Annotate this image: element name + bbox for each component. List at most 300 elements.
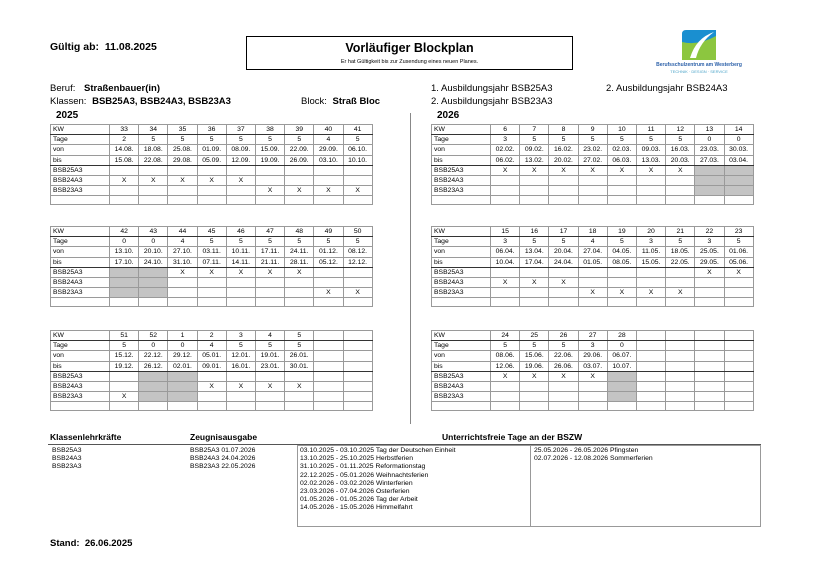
- calendar-cell: 08.09.: [226, 145, 255, 155]
- schedule-cell: [491, 186, 520, 196]
- spacer-cell: [724, 298, 753, 307]
- row-label: KW: [51, 227, 110, 237]
- schedule-cell: [607, 267, 636, 277]
- ausbildungsjahr-1: 1. Ausbildungsjahr BSB25A3: [431, 83, 553, 94]
- spacer-cell: [255, 196, 284, 205]
- calendar-cell: 5: [520, 341, 549, 351]
- row-label: bis: [51, 155, 110, 165]
- calendar-cell: 27.02.: [578, 155, 607, 165]
- klassen-line: [50, 96, 231, 107]
- row-label: BSB24A3: [432, 277, 491, 287]
- row-label: KW: [432, 227, 491, 237]
- calendar-cell: 09.02.: [520, 145, 549, 155]
- calendar-cell: 1: [168, 331, 197, 341]
- schedule-cell: X: [520, 165, 549, 175]
- schedule-cell: [724, 381, 753, 391]
- calendar-cell: 27: [578, 331, 607, 341]
- spacer-cell: [343, 196, 372, 205]
- schedule-cell: [226, 186, 255, 196]
- calendar-cell: 46: [226, 227, 255, 237]
- row-label: Tage: [432, 341, 491, 351]
- schedule-cell: [724, 392, 753, 402]
- calendar-cell: 14: [724, 125, 753, 135]
- row-label: von: [432, 145, 491, 155]
- row-label: von: [51, 145, 110, 155]
- calendar-cell: 05.12.: [314, 257, 343, 267]
- schedule-cell: X: [578, 288, 607, 298]
- school-logo: [640, 28, 758, 76]
- calendar-cell: 30.03.: [724, 145, 753, 155]
- schedule-cell: X: [636, 288, 665, 298]
- calendar-cell: 21: [666, 227, 695, 237]
- calendar-cell: 19: [607, 227, 636, 237]
- ferien-item: 03.10.2025 - 03.10.2025 Tag der Deutschen Einheit: [300, 447, 456, 454]
- row-label: BSB24A3: [432, 175, 491, 185]
- schedule-cell: [491, 288, 520, 298]
- calendar-cell: 15: [491, 227, 520, 237]
- row-label: KW: [51, 125, 110, 135]
- ferien-list-left: [300, 447, 456, 513]
- schedule-cell: [197, 277, 226, 287]
- schedule-cell: [285, 165, 314, 175]
- schedule-cell: [549, 392, 578, 402]
- spacer-cell: [197, 298, 226, 307]
- spacer-cell: [285, 298, 314, 307]
- calendar-cell: 5: [285, 237, 314, 247]
- schedule-cell: X: [255, 267, 284, 277]
- class-row-bsb25a3: [432, 267, 754, 277]
- ferien-item: 25.05.2026 - 26.05.2026 Pfingsten: [534, 447, 639, 454]
- ferien-item: 01.05.2026 - 01.05.2026 Tag der Arbeit: [300, 496, 418, 504]
- tage-row: [51, 135, 373, 145]
- schedule-cell: X: [636, 165, 665, 175]
- calendar-cell: [724, 351, 753, 361]
- calendar-cell: 41: [343, 125, 372, 135]
- calendar-cell: 5: [285, 331, 314, 341]
- schedule-cell: X: [285, 186, 314, 196]
- spacer-cell: [51, 402, 110, 411]
- row-label: BSB23A3: [51, 392, 110, 402]
- calendar-cell: 01.09.: [197, 145, 226, 155]
- calendar-cell: 10.11.: [226, 247, 255, 257]
- row-label: BSB24A3: [51, 277, 110, 287]
- calendar-cell: 5: [226, 135, 255, 145]
- calendar-cell: 16.02.: [549, 145, 578, 155]
- tage-row: [432, 237, 754, 247]
- schedule-cell: [285, 371, 314, 381]
- calendar-cell: 0: [168, 341, 197, 351]
- blockplan-table-kw42-50: [50, 226, 373, 307]
- klassenlehrer-list: [52, 447, 81, 472]
- schedule-cell: [724, 175, 753, 185]
- calendar-cell: 06.10.: [343, 145, 372, 155]
- schedule-cell: X: [314, 186, 343, 196]
- calendar-cell: 28: [607, 331, 636, 341]
- calendar-cell: 4: [255, 331, 284, 341]
- class-row-bsb24a3: [51, 277, 373, 287]
- calendar-cell: 19.01.: [255, 351, 284, 361]
- calendar-cell: 7: [520, 125, 549, 135]
- row-label: bis: [432, 361, 491, 371]
- logo-name: Berufsschulzentrum am Westerberg: [656, 62, 742, 68]
- calendar-cell: 40: [314, 125, 343, 135]
- schedule-cell: [666, 267, 695, 277]
- page-title: Vorläufiger Blockplan: [345, 41, 474, 55]
- calendar-cell: 2: [197, 331, 226, 341]
- schedule-cell: [549, 381, 578, 391]
- calendar-cell: [666, 341, 695, 351]
- calendar-cell: 52: [139, 331, 168, 341]
- class-row-bsb24a3: [432, 277, 754, 287]
- schedule-cell: [314, 165, 343, 175]
- von-row: [432, 145, 754, 155]
- schedule-cell: [110, 186, 139, 196]
- page-subtitle: Er hat Gültigkeit bis zur Zusendung eines neuen Planes.: [340, 59, 479, 65]
- spacer-cell: [636, 298, 665, 307]
- von-row: [51, 247, 373, 257]
- calendar-cell: 5: [110, 341, 139, 351]
- calendar-cell: 22.08.: [139, 155, 168, 165]
- ferien-item: 02.02.2026 - 03.02.2026 Winterferien: [300, 479, 413, 487]
- calendar-cell: 22: [695, 227, 724, 237]
- schedule-cell: X: [666, 165, 695, 175]
- schedule-cell: [314, 392, 343, 402]
- schedule-cell: [255, 288, 284, 298]
- calendar-cell: [724, 361, 753, 371]
- logo-tagline: TECHNIK · DESIGN · SERVICE: [670, 69, 728, 74]
- schedule-cell: [110, 381, 139, 391]
- schedule-cell: [724, 186, 753, 196]
- von-row: [51, 351, 373, 361]
- calendar-cell: 28.11.: [285, 257, 314, 267]
- calendar-cell: 5: [168, 135, 197, 145]
- calendar-cell: [695, 331, 724, 341]
- spacer-cell: [226, 402, 255, 411]
- calendar-cell: 25.05.: [695, 247, 724, 257]
- row-label: BSB25A3: [51, 267, 110, 277]
- schedule-cell: [285, 277, 314, 287]
- calendar-cell: 5: [607, 135, 636, 145]
- schedule-cell: [491, 392, 520, 402]
- row-label: BSB23A3: [51, 186, 110, 196]
- spacer-cell: [520, 196, 549, 205]
- calendar-cell: 09.01.: [197, 361, 226, 371]
- calendar-cell: 08.06.: [491, 351, 520, 361]
- schedule-cell: [110, 267, 139, 277]
- schedule-cell: [695, 288, 724, 298]
- schedule-cell: X: [491, 165, 520, 175]
- class-row-bsb25a3: [51, 165, 373, 175]
- spacer-cell: [110, 196, 139, 205]
- ferien-column-divider: [530, 446, 531, 526]
- schedule-cell: [549, 288, 578, 298]
- ferien-box: [297, 445, 761, 527]
- row-label: BSB25A3: [432, 165, 491, 175]
- schedule-cell: X: [110, 392, 139, 402]
- calendar-cell: 12: [666, 125, 695, 135]
- calendar-cell: 29.06.: [578, 351, 607, 361]
- calendar-cell: 03.04.: [724, 155, 753, 165]
- calendar-cell: 51: [110, 331, 139, 341]
- ausbildungsjahr-3: 2. Ausbildungsjahr BSB23A3: [431, 96, 553, 107]
- schedule-cell: [724, 165, 753, 175]
- schedule-cell: [520, 392, 549, 402]
- schedule-cell: X: [314, 288, 343, 298]
- calendar-cell: 22.09.: [285, 145, 314, 155]
- schedule-cell: X: [139, 175, 168, 185]
- class-row-bsb23a3: [432, 186, 754, 196]
- blockplan-table-kw6-14: [431, 124, 754, 205]
- schedule-cell: [139, 288, 168, 298]
- valid-from-label: Gültig ab:: [50, 41, 99, 53]
- calendar-cell: 17.04.: [520, 257, 549, 267]
- schedule-cell: [168, 381, 197, 391]
- schedule-cell: [314, 277, 343, 287]
- class-row-bsb23a3: [432, 288, 754, 298]
- schedule-cell: X: [520, 371, 549, 381]
- von-row: [432, 351, 754, 361]
- stand-line: [50, 538, 132, 549]
- calendar-cell: 5: [255, 135, 284, 145]
- calendar-cell: [314, 341, 343, 351]
- calendar-cell: 22.05.: [666, 257, 695, 267]
- calendar-cell: 5: [724, 237, 753, 247]
- year-2026: 2026: [437, 110, 460, 121]
- calendar-cell: 16.01.: [226, 361, 255, 371]
- calendar-cell: 31.10.: [168, 257, 197, 267]
- block-value: Straß Bloc: [332, 96, 381, 107]
- schedule-cell: [636, 186, 665, 196]
- schedule-cell: [168, 288, 197, 298]
- schedule-cell: X: [110, 175, 139, 185]
- valid-from: [50, 41, 157, 53]
- ausbildungsjahr-2: 2. Ausbildungsjahr BSB24A3: [606, 83, 728, 94]
- calendar-cell: 37: [226, 125, 255, 135]
- schedule-cell: X: [695, 267, 724, 277]
- calendar-cell: 25.08.: [168, 145, 197, 155]
- calendar-cell: 2: [110, 135, 139, 145]
- spacer-cell: [110, 402, 139, 411]
- beruf-line: [50, 83, 160, 94]
- spacer-cell: [432, 298, 491, 307]
- calendar-cell: 5: [226, 237, 255, 247]
- spacer-cell: [695, 402, 724, 411]
- row-label: von: [432, 247, 491, 257]
- spacer-cell: [607, 298, 636, 307]
- schedule-cell: [695, 392, 724, 402]
- schedule-cell: X: [549, 165, 578, 175]
- spacer-cell: [314, 196, 343, 205]
- schedule-cell: X: [197, 381, 226, 391]
- schedule-cell: X: [666, 288, 695, 298]
- calendar-cell: 22.06.: [549, 351, 578, 361]
- row-label: Tage: [432, 237, 491, 247]
- beruf-value: Straßenbauer(in): [84, 83, 161, 94]
- schedule-cell: [666, 371, 695, 381]
- schedule-cell: X: [226, 267, 255, 277]
- spacer-cell: [139, 196, 168, 205]
- calendar-cell: 27.04.: [578, 247, 607, 257]
- spacer-cell: [314, 402, 343, 411]
- row-label: BSB24A3: [51, 381, 110, 391]
- calendar-cell: 02.03.: [607, 145, 636, 155]
- schedule-cell: [695, 277, 724, 287]
- calendar-cell: [343, 341, 372, 351]
- calendar-cell: 3: [695, 237, 724, 247]
- spacer-cell: [607, 402, 636, 411]
- calendar-cell: 16: [520, 227, 549, 237]
- kw-row: [432, 331, 754, 341]
- calendar-cell: [343, 351, 372, 361]
- calendar-cell: 29.09.: [314, 145, 343, 155]
- calendar-cell: 47: [255, 227, 284, 237]
- schedule-cell: X: [578, 165, 607, 175]
- ferien-list-right: [534, 447, 653, 463]
- calendar-cell: [695, 351, 724, 361]
- calendar-cell: 19.06.: [520, 361, 549, 371]
- calendar-cell: 5: [285, 341, 314, 351]
- ferien-item: 23.03.2026 - 07.04.2026 Osterferien: [300, 488, 410, 496]
- schedule-cell: X: [578, 371, 607, 381]
- schedule-cell: [314, 381, 343, 391]
- zeugnis-item: BSB23A3 22.05.2026: [190, 463, 256, 471]
- calendar-cell: 10.04.: [491, 257, 520, 267]
- calendar-cell: 06.04.: [491, 247, 520, 257]
- calendar-cell: 45: [197, 227, 226, 237]
- schedule-cell: [578, 277, 607, 287]
- spacer-cell: [520, 298, 549, 307]
- calendar-cell: 17: [549, 227, 578, 237]
- calendar-cell: 5: [285, 135, 314, 145]
- bis-row: [432, 155, 754, 165]
- spacer-cell: [432, 402, 491, 411]
- calendar-cell: 33: [110, 125, 139, 135]
- calendar-cell: [314, 331, 343, 341]
- spacer-cell: [51, 196, 110, 205]
- calendar-cell: 5: [578, 135, 607, 145]
- calendar-cell: 3: [491, 237, 520, 247]
- calendar-cell: 23.01.: [255, 361, 284, 371]
- calendar-cell: [636, 331, 665, 341]
- calendar-cell: 06.07.: [607, 351, 636, 361]
- calendar-cell: 34: [139, 125, 168, 135]
- calendar-cell: [666, 351, 695, 361]
- calendar-cell: 13.10.: [110, 247, 139, 257]
- ferien-title: Unterrichtsfreie Tage an der BSZW: [442, 432, 583, 442]
- calendar-cell: 12.09.: [226, 155, 255, 165]
- bis-row: [51, 257, 373, 267]
- schedule-cell: [724, 277, 753, 287]
- calendar-cell: 15.09.: [255, 145, 284, 155]
- calendar-cell: 39: [285, 125, 314, 135]
- calendar-cell: 22.12.: [139, 351, 168, 361]
- calendar-cell: 36: [197, 125, 226, 135]
- spacer-cell: [578, 196, 607, 205]
- calendar-cell: 5: [549, 341, 578, 351]
- schedule-cell: X: [226, 381, 255, 391]
- calendar-cell: 6: [491, 125, 520, 135]
- row-label: Tage: [51, 341, 110, 351]
- spacer-cell: [168, 196, 197, 205]
- calendar-cell: 11: [636, 125, 665, 135]
- calendar-cell: 05.09.: [197, 155, 226, 165]
- schedule-cell: X: [197, 267, 226, 277]
- schedule-cell: X: [255, 186, 284, 196]
- spacer-cell: [578, 402, 607, 411]
- calendar-cell: 24.11.: [285, 247, 314, 257]
- schedule-cell: [343, 175, 372, 185]
- kw-row: [51, 227, 373, 237]
- calendar-cell: 5: [520, 237, 549, 247]
- schedule-cell: [607, 381, 636, 391]
- schedule-cell: [695, 186, 724, 196]
- von-row: [432, 247, 754, 257]
- schedule-cell: [197, 392, 226, 402]
- calendar-cell: 03.07.: [578, 361, 607, 371]
- schedule-cell: X: [491, 277, 520, 287]
- calendar-cell: 26.09.: [285, 155, 314, 165]
- schedule-cell: [549, 175, 578, 185]
- schedule-cell: [110, 277, 139, 287]
- bis-row: [51, 361, 373, 371]
- row-label: Tage: [51, 237, 110, 247]
- calendar-cell: 5: [314, 237, 343, 247]
- calendar-cell: 26.01.: [285, 351, 314, 361]
- schedule-cell: [343, 267, 372, 277]
- schedule-cell: [255, 392, 284, 402]
- calendar-cell: 01.12.: [314, 247, 343, 257]
- calendar-cell: 5: [520, 135, 549, 145]
- schedule-cell: [607, 175, 636, 185]
- calendar-cell: 10.07.: [607, 361, 636, 371]
- calendar-cell: 18: [578, 227, 607, 237]
- stand-label: Stand:: [50, 538, 80, 549]
- schedule-cell: [666, 392, 695, 402]
- schedule-cell: [666, 175, 695, 185]
- calendar-cell: 14.08.: [110, 145, 139, 155]
- schedule-cell: X: [168, 267, 197, 277]
- spacer-cell: [724, 402, 753, 411]
- calendar-cell: 4: [314, 135, 343, 145]
- spacer-cell: [197, 402, 226, 411]
- calendar-cell: 5: [255, 237, 284, 247]
- calendar-cell: [636, 361, 665, 371]
- bis-row: [51, 155, 373, 165]
- calendar-cell: [314, 351, 343, 361]
- schedule-cell: [549, 186, 578, 196]
- schedule-cell: [139, 165, 168, 175]
- row-label: BSB25A3: [432, 371, 491, 381]
- spacer-cell: [51, 298, 110, 307]
- schedule-cell: [578, 392, 607, 402]
- spacer-row: [51, 402, 373, 411]
- calendar-cell: 15.05.: [636, 257, 665, 267]
- schedule-cell: [255, 371, 284, 381]
- calendar-cell: 5: [549, 135, 578, 145]
- schedule-cell: [724, 371, 753, 381]
- schedule-cell: [139, 392, 168, 402]
- spacer-cell: [666, 402, 695, 411]
- spacer-cell: [168, 402, 197, 411]
- calendar-cell: 08.05.: [607, 257, 636, 267]
- calendar-cell: 12.01.: [226, 351, 255, 361]
- schedule-cell: X: [491, 371, 520, 381]
- spacer-cell: [491, 402, 520, 411]
- calendar-cell: 26.12.: [139, 361, 168, 371]
- spacer-cell: [666, 298, 695, 307]
- calendar-cell: 05.06.: [724, 257, 753, 267]
- spacer-cell: [666, 196, 695, 205]
